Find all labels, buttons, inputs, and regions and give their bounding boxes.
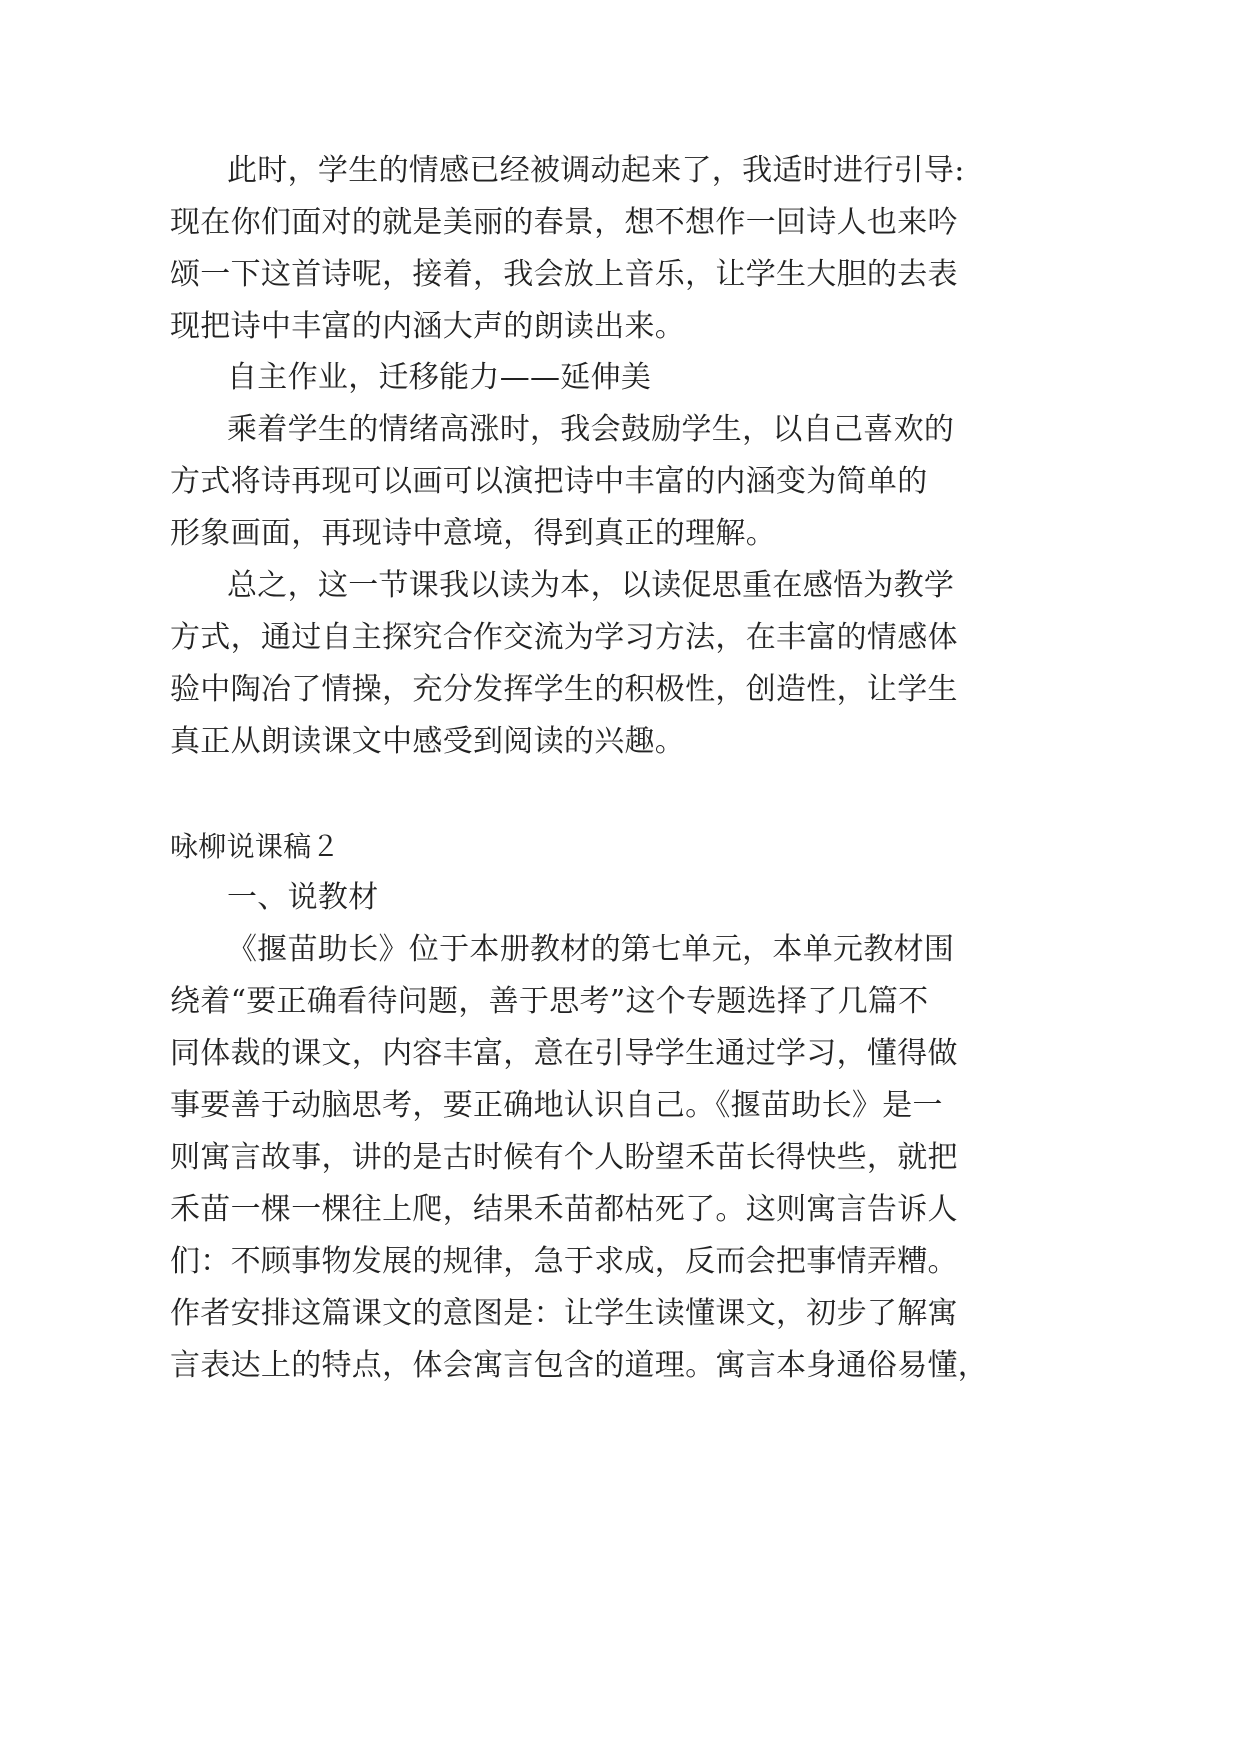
paragraph-line: 绕着“要正确看待问题，善于思考”这个专题选择了几篇不 — [170, 984, 929, 1019]
paragraph-line: 作者安排这篇课文的意图是：让学生读懂课文，初步了解寓 — [170, 1296, 958, 1331]
paragraph-line: 言表达上的特点，体会寓言包含的道理。寓言本身通俗易懂， — [170, 1348, 989, 1383]
section-subheading: 自主作业，迁移能力——延伸美 — [227, 360, 652, 395]
paragraph-line: 总之，这一节课我以读为本，以读促思重在感悟为教学 — [227, 568, 955, 603]
paragraph-line: 方式将诗再现可以画可以演把诗中丰富的内涵变为简单的 — [170, 464, 928, 499]
paragraph-line: 《揠苗助长》位于本册教材的第七单元，本单元教材围 — [227, 932, 955, 967]
paragraph-line: 禾苗一棵一棵往上爬，结果禾苗都枯死了。这则寓言告诉人 — [170, 1192, 958, 1227]
paragraph-line: 事要善于动脑思考，要正确地认识自己。《揠苗助长》是一 — [170, 1088, 943, 1123]
paragraph-line: 同体裁的课文，内容丰富，意在引导学生通过学习，懂得做 — [170, 1036, 958, 1071]
paragraph-line: 乘着学生的情绪高涨时，我会鼓励学生，以自己喜欢的 — [227, 412, 955, 447]
paragraph-line: 验中陶冶了情操，充分发挥学生的积极性，创造性，让学生 — [170, 672, 958, 707]
section-subheading: 一、说教材 — [227, 880, 379, 915]
document-title: 咏柳说课稿２ — [170, 830, 340, 863]
paragraph-line: 现把诗中丰富的内涵大声的朗读出来。 — [170, 309, 686, 344]
paragraph-line: 颂一下这首诗呢，接着，我会放上音乐，让学生大胆的去表 — [170, 257, 958, 292]
paragraph-line: 真正从朗读课文中感受到阅读的兴趣。 — [170, 724, 686, 759]
paragraph-line: 方式，通过自主探究合作交流为学习方法，在丰富的情感体 — [170, 620, 958, 655]
paragraph-line: 形象画面，再现诗中意境，得到真正的理解。 — [170, 516, 776, 551]
paragraph-line: 现在你们面对的就是美丽的春景，想不想作一回诗人也来吟 — [170, 205, 958, 240]
paragraph-line: 则寓言故事，讲的是古时候有个人盼望禾苗长得快些，就把 — [170, 1140, 958, 1175]
paragraph-line: 此时，学生的情感已经被调动起来了，我适时进行引导: — [227, 153, 965, 188]
paragraph-line: 们：不顾事物发展的规律，急于求成，反而会把事情弄糟。 — [170, 1244, 958, 1279]
